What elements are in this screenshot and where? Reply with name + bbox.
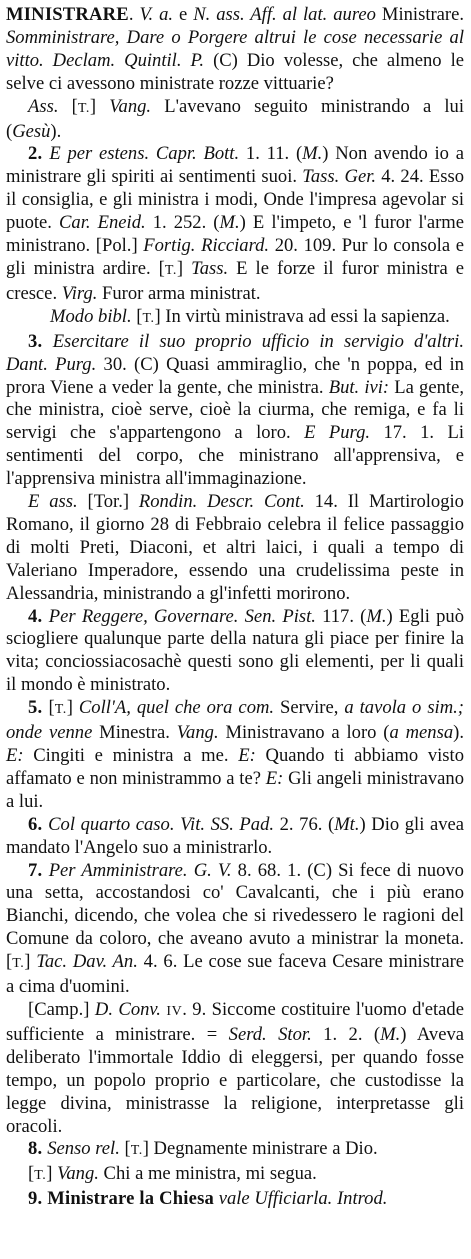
text-segment: ) Non avendo io a ministrare gli spiriti ai sentimenti suoi.: [6, 143, 465, 188]
italic-segment: N. ass. Aff. al lat. aureo: [193, 4, 376, 25]
sense-number: Ministrare la Chiesa: [47, 1188, 215, 1210]
italic-segment: E Purg.: [304, 422, 371, 444]
text-segment: 14. Il Martirologio Romano, il giorno 28 di Febbraio celebra il felice passaggio di molti Preti, Diaconi, et altri laici, i quali a tempo di Valeriano Imperadore, essendo una crudelissima peste in Alessandria, ministrando a gl'infetti morirono.: [6, 491, 464, 604]
text-segment: 30. (C) Quasi ammiraglio, che 'n poppa, ed in prora Viene a veder la gente, che ministra.: [6, 353, 464, 398]
smallcaps-segment: T.: [164, 262, 177, 278]
text-segment: Gli angeli ministravano a lui.: [6, 767, 464, 812]
italic-segment: Col quarto caso. Vit. SS. Pad.: [48, 813, 275, 835]
entry-paragraph: [6, 96, 464, 144]
italic-segment: M.: [302, 143, 323, 165]
text-segment: ).: [50, 120, 62, 142]
text-segment: ) Aveva deliberato l'immortale Iddio di eleggersi, per quando fosse tempo, un popolo proprio e particolare, che custodisse la legge divina, ministrasse la religione, interpretasse gli oracoli.: [6, 1023, 464, 1137]
text-segment: 2. 76. (: [274, 813, 335, 835]
italic-segment: Tass. Ger.: [302, 166, 377, 188]
italic-segment: Fortig. Ricciard.: [143, 235, 270, 257]
sense-number: 9.: [28, 1188, 48, 1210]
italic-segment: Senso rel.: [47, 1138, 120, 1160]
text-segment: 1. 252. (: [145, 212, 220, 234]
entry-paragraph: [6, 306, 464, 331]
text-segment: ]: [24, 951, 37, 973]
text-segment: ]: [66, 697, 79, 719]
italic-segment: Serd. Stor.: [228, 1023, 312, 1045]
italic-segment: Vang.: [57, 1163, 99, 1185]
sense-number: 8.: [28, 1138, 48, 1160]
text-segment: E le forze il furor ministra e cresce.: [6, 257, 464, 304]
text-segment: Chi a me ministra, mi segua.: [98, 1163, 317, 1185]
text-segment: ] Degnamente ministrare a Dio.: [142, 1138, 378, 1160]
text-segment: .: [128, 4, 140, 25]
text-segment: 8. 68. 1. (C) Si fece di nuovo una setta, accostandosi co' Cavalcanti, che i più erano Bianchi, dicendo, che volea che si rivedessero le ragioni del Comune da coloro, che aveano avuto a ministrar la moneta. [: [6, 859, 464, 973]
text-segment: Ministrare.: [375, 4, 465, 25]
text-segment: e: [173, 4, 194, 25]
italic-segment: D. Conv.: [94, 998, 161, 1020]
text-segment: ]: [176, 257, 192, 279]
italic-segment: a mensa: [389, 722, 454, 744]
sense-number: 7.: [28, 859, 49, 881]
sense-number: 3.: [28, 330, 53, 352]
sense-number: 4.: [28, 605, 49, 627]
italic-segment: Vang.: [176, 722, 219, 744]
italic-segment: Tass.: [191, 257, 229, 279]
text-segment: 1. 11. (: [239, 143, 303, 165]
italic-segment: M.: [366, 605, 387, 627]
text-segment: [: [58, 95, 78, 117]
italic-segment: E per estens. Capr. Bott.: [49, 143, 240, 165]
text-segment: [: [28, 1163, 35, 1185]
italic-segment: vale Ufficiarla. Introd.: [218, 1188, 388, 1210]
text-segment: [: [119, 1138, 131, 1160]
entry-paragraph: [6, 1188, 464, 1211]
italic-segment: Coll'A, quel che ora com.: [78, 697, 275, 719]
smallcaps-segment: T.: [77, 100, 90, 116]
italic-segment: Esercitare il suo proprio ufficio in servigio d'altri. Dant. Purg.: [6, 330, 464, 375]
italic-segment: Somministrare, Dare o Porgere altrui le cose necessarie al vitto. Declam. Quintil. P.: [6, 26, 464, 71]
smallcaps-segment: T.: [54, 702, 67, 718]
text-segment: 1. 2. (: [311, 1023, 381, 1045]
dictionary-entry: [6, 4, 464, 1211]
italic-segment: Virg.: [61, 282, 98, 304]
text-segment: ]: [46, 1163, 58, 1185]
text-segment: Furor arma ministrat.: [97, 282, 261, 304]
text-segment: . 9. Siccome costituire l'uomo d'etade sufficiente a ministrare. =: [6, 998, 464, 1045]
text-segment: Servire,: [274, 697, 345, 719]
smallcaps-segment: T.: [12, 956, 25, 972]
text-segment: ).: [453, 722, 464, 744]
smallcaps-segment: T.: [142, 310, 155, 326]
text-segment: ] In virtù ministrava ad essi la sapienza.: [154, 305, 450, 327]
text-segment: Cingiti e ministra a me.: [23, 745, 239, 766]
italic-segment: Car. Eneid.: [59, 212, 146, 234]
text-segment: Quando ti abbiamo visto affamato e non ministrammo a te?: [6, 745, 465, 789]
entry-paragraph: [6, 697, 464, 814]
entry-paragraph: [6, 606, 464, 698]
entry-paragraph: [6, 999, 464, 1138]
text-segment: L'avevano seguito ministrando a lui (: [6, 95, 465, 142]
italic-segment: Gesù: [12, 120, 51, 142]
entry-paragraph: [6, 4, 464, 96]
entry-paragraph: [6, 860, 464, 999]
headword: MINISTRARE: [6, 4, 129, 25]
text-segment: (C) Dio volesse, che almeno le selve ci avessono ministrate rozze vittuarie?: [6, 49, 465, 94]
italic-segment: Per Amministrare. G. V.: [48, 859, 232, 881]
italic-segment: E:: [6, 745, 24, 766]
italic-segment: Ass.: [28, 95, 59, 117]
text-segment: 117. (: [315, 605, 367, 627]
italic-segment: a tavola o sim.; onde venne: [6, 697, 464, 744]
italic-segment: Modo bibl.: [50, 305, 132, 327]
text-segment: ) E l'impeto, e 'l furor l'arme ministrano. [Pol.]: [6, 212, 464, 257]
entry-paragraph: [6, 331, 464, 491]
text-segment: 4. 6. Le cose sue faceva Cesare ministrare a cima d'uomini.: [6, 951, 465, 998]
italic-segment: E ass.: [28, 491, 78, 513]
text-segment: ) Egli può sciogliere qualunque parte della natura gli piace per finire la vita; conciossiacosachè questi sono gli elementi, per li quali il mondo è ministrato.: [6, 605, 464, 696]
sense-number: 6.: [28, 813, 49, 835]
text-segment: 17. 1. Li sentimenti del corpo, che ministrano all'apprensiva, e l'apprensiva ministra all'immaginazione.: [6, 422, 464, 490]
italic-segment: Per Reggere, Governare. Sen. Pist.: [48, 605, 316, 627]
smallcaps-segment: T.: [130, 1143, 143, 1159]
text-segment: [: [131, 305, 143, 327]
text-segment: [Tor.]: [77, 491, 139, 513]
italic-segment: Tac. Dav. An.: [36, 951, 138, 973]
italic-segment: M.: [219, 212, 240, 234]
text-segment: La gente, che ministra, cioè serve, cioè la ciurma, che remiga, e fa li servigi che s'appartengono a loro.: [6, 376, 464, 444]
entry-paragraph: [6, 491, 464, 606]
smallcaps-segment: T.: [34, 1168, 47, 1184]
text-segment: Ministravano a loro (: [218, 722, 390, 744]
text-segment: 4. 24. Esso il consiglia, e gli ministra i modi, Onde l'impresa agevolar si puote.: [6, 166, 465, 234]
italic-segment: V. a.: [139, 4, 174, 25]
entry-paragraph: [6, 1138, 464, 1163]
text-segment: Minestra.: [92, 722, 177, 744]
sense-number: 2.: [28, 143, 50, 165]
italic-segment: But. ivi:: [328, 376, 390, 398]
text-segment: [: [48, 697, 55, 719]
italic-segment: M.: [380, 1023, 401, 1045]
italic-segment: Vang.: [109, 95, 152, 117]
italic-segment: Rondin. Descr. Cont.: [138, 491, 305, 513]
entry-paragraph: [6, 1163, 464, 1188]
text-segment: 20. 109. Pur lo consola e gli ministra ardire. [: [6, 235, 464, 279]
entry-paragraph: [6, 143, 464, 305]
italic-segment: Mt.: [334, 813, 360, 835]
smallcaps-segment: IV: [166, 1003, 183, 1019]
italic-segment: E:: [238, 745, 256, 766]
text-segment: ) Dio gli avea mandato l'Angelo suo a ministrarlo.: [6, 813, 465, 858]
italic-segment: E:: [265, 767, 284, 789]
text-segment: ]: [89, 95, 110, 117]
text-segment: [Camp.]: [28, 998, 95, 1020]
entry-paragraph: [6, 814, 464, 860]
sense-number: 5.: [28, 697, 49, 719]
